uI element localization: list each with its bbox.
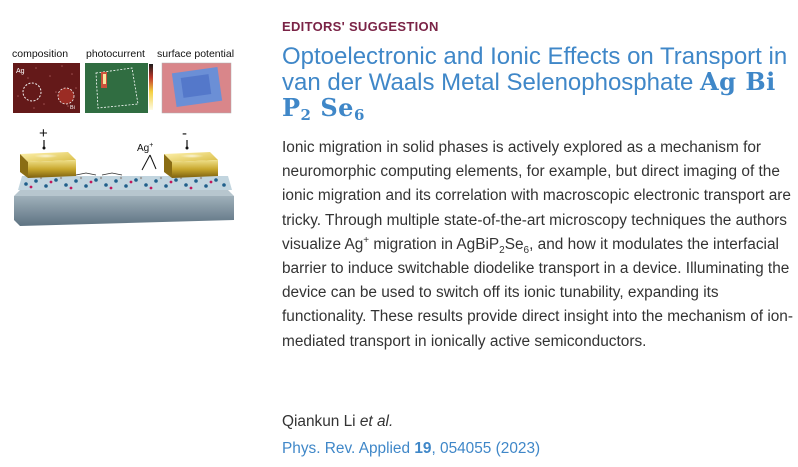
editors-suggestion-label: EDITORS' SUGGESTION xyxy=(282,19,439,34)
article-figure xyxy=(6,48,238,226)
composition-label-ag: Ag xyxy=(16,68,25,75)
journal-citation-link[interactable]: Phys. Rev. Applied 19, 054055 (2023) xyxy=(282,440,541,457)
ion-label: Ag+ xyxy=(137,142,154,154)
surface-potential-map xyxy=(162,63,231,113)
panel-label-surface-potential: surface potential xyxy=(157,48,235,60)
article-title[interactable] xyxy=(282,43,794,124)
article-title-text[interactable]: Optoelectronic and Ionic Effects on Transport in van der Waals Metal Selenophosphate xyxy=(282,43,788,96)
figure-graphic xyxy=(6,48,238,226)
electrode-sign-plus: + xyxy=(39,125,48,142)
article-abstract: Ionic migration in solid phases is actively explored as a mechanism for neuromorphic computing elements, for example, but direct imaging of the ionic migration and its correlation with macroscopic electronic transport are tricky. Through multiple state-of-the-art microscopy techniques the authors visualize Ag+ migration in $AgBiP_2Se_6$, and how it modulates the interfacial barrier to induce switchable diodelike transport in a device. Illuminating the device can be used to switch off its ionic tunability, expanding its functionality. These results provide direct insight into the mechanism of ion-mediated transport in ionically active semiconductors. xyxy=(282,139,793,350)
electrode-sign-minus: - xyxy=(182,125,187,142)
left-electrode xyxy=(20,152,76,178)
panel-label-composition: composition xyxy=(12,48,69,60)
panel-label-photocurrent: photocurrent xyxy=(86,48,145,60)
article-authors: Qiankun Li et al. xyxy=(282,413,394,430)
title-formula[interactable]: Ag Bi $P_2$ $Se_6$ xyxy=(282,67,776,124)
composition-map xyxy=(13,63,80,113)
photocurrent-map xyxy=(85,63,153,113)
right-electrode xyxy=(164,152,218,178)
composition-label-bi: Bi xyxy=(70,105,75,111)
